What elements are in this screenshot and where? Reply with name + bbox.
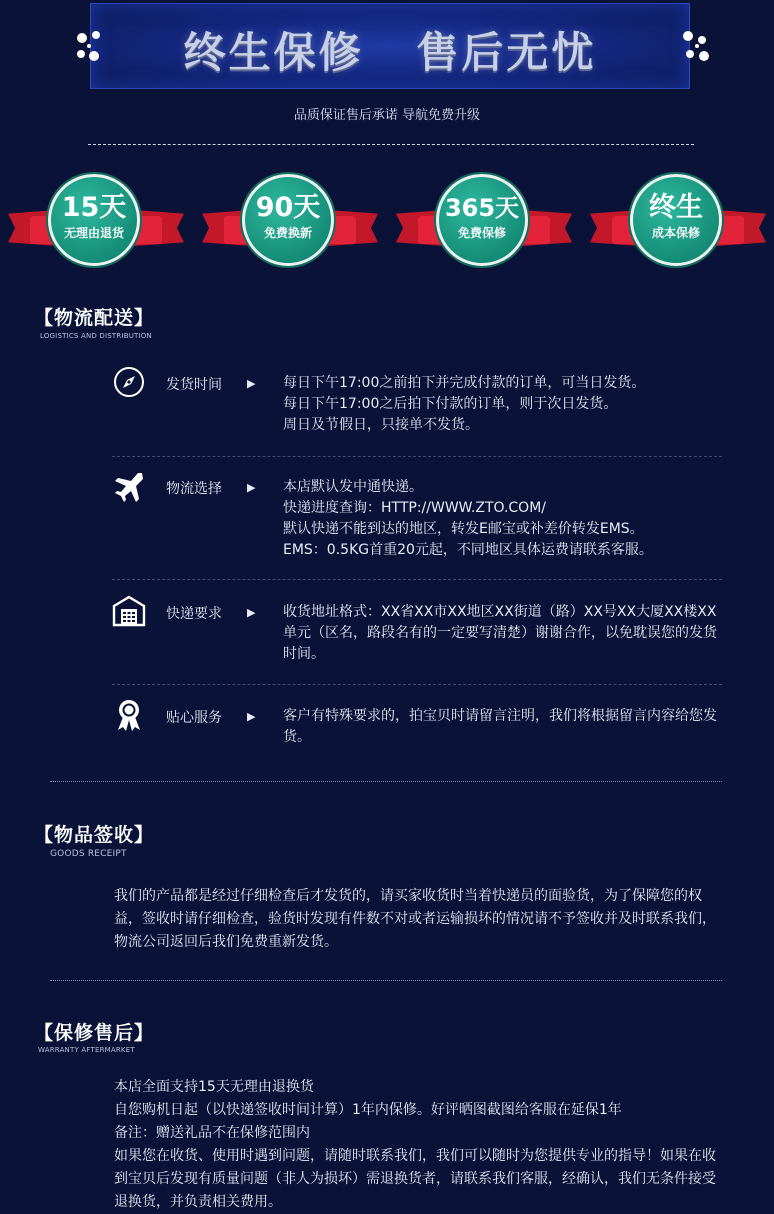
row-text-ship-time: 每日下午17:00之前拍下并完成付款的订单，可当日发货。 每日下午17:00之后拍下付款的订单，则于次日发货。 周日及节假日，只接单不发货。 (283, 375, 646, 433)
row-divider (112, 579, 722, 580)
receipt-text: 我们的产品都是经过仔细检查后才发货的，请买家收货时当着快递员的面验货，为了保障您的权益，签收时请仔细检查，验货时发现有件数不对或者运输损坏的情况请不予签收并及时联系我们，物流公司返回后我们免费重新发货。 (114, 888, 716, 950)
row-divider (112, 684, 722, 685)
badge-circle (630, 174, 722, 266)
badge-value: 90天 (255, 192, 321, 223)
banner-subtitle: 品质保证售后承诺 导航免费升级 (293, 108, 481, 123)
badge-lifetime (588, 172, 768, 272)
logistics-title: 【物流配送】 (34, 307, 155, 329)
badge-15-days (6, 172, 186, 272)
badge-label: 无理由退货 (63, 226, 124, 240)
airplane-icon (112, 469, 146, 503)
badge-circle (242, 174, 334, 266)
badge-label: 免费保修 (457, 226, 506, 240)
logistics-subtitle: LOGISTICS AND DISTRIBUTION (40, 332, 152, 340)
row-label-express-requirement: 快递要求 (166, 606, 222, 622)
section-divider (50, 781, 722, 782)
badge-365-days (394, 172, 574, 272)
section-divider (50, 980, 722, 981)
receipt-subtitle: GOODS RECEIPT (50, 849, 127, 859)
warranty-subtitle: WARRANTY AFTERMARKET (38, 1046, 135, 1054)
divider (88, 144, 694, 145)
badge-90-days (200, 172, 380, 272)
paw-icon (72, 26, 108, 66)
arrow-right-icon: ▶ (247, 606, 256, 619)
badge-circle (48, 174, 140, 266)
header-banner (90, 3, 690, 89)
banner-title: 终生保修 售后无忧 (183, 28, 597, 77)
badge-value: 终生 (649, 192, 703, 223)
arrow-right-icon: ▶ (247, 710, 256, 723)
row-divider (112, 456, 722, 457)
row-text-logistics: 本店默认发中通快递。 快递进度查询：HTTP://WWW.ZTO.COM/ 默认快递不能到达的地区，转发E邮宝或补差价转发EMS。 EMS：0.5KG首重20元起，不同地区具体运费请联系客服。 (283, 479, 653, 558)
row-text-service: 客户有特殊要求的，拍宝贝时请留言注明，我们将根据留言内容给您发货。 (283, 708, 717, 745)
paw-icon (678, 26, 714, 66)
badge-value: 365天 (444, 194, 520, 222)
warehouse-icon (112, 594, 146, 628)
award-ribbon-icon (112, 698, 146, 732)
arrow-right-icon: ▶ (247, 481, 256, 494)
warranty-text: 本店全面支持15天无理由退换货 自您购机日起（以快递签收时间计算）1年内保修。好评晒图截图给客服在延保1年 备注：赠送礼品不在保修范围内 如果您在收货、使用时遇到问题，请随时联系我们，我们可以随时为您提供专业的指导！如果在收到宝贝后发现有质量问题（非人为损坏）需退换货者，请联系我们客服，经确认，我们无条件接受退换货，并负责相关费用。 (114, 1079, 716, 1210)
badge-label: 免费换新 (263, 226, 312, 240)
arrow-right-icon: ▶ (247, 377, 256, 390)
row-label-ship-time: 发货时间 (166, 377, 222, 393)
warranty-title: 【保修售后】 (34, 1022, 155, 1044)
badge-value: 15天 (61, 192, 127, 223)
badge-circle (436, 174, 528, 266)
row-text-express-requirement: 收货地址格式：XX省XX市XX地区XX街道（路）XX号XX大厦XX楼XX单元（区名，路段名有的一定要写清楚）谢谢合作，以免耽误您的发货时间。 (283, 604, 717, 662)
badge-label: 成本保修 (651, 226, 700, 240)
row-label-service: 贴心服务 (166, 710, 222, 726)
receipt-title: 【物品签收】 (34, 824, 155, 846)
compass-icon (112, 365, 146, 399)
row-label-logistics: 物流选择 (166, 481, 222, 497)
